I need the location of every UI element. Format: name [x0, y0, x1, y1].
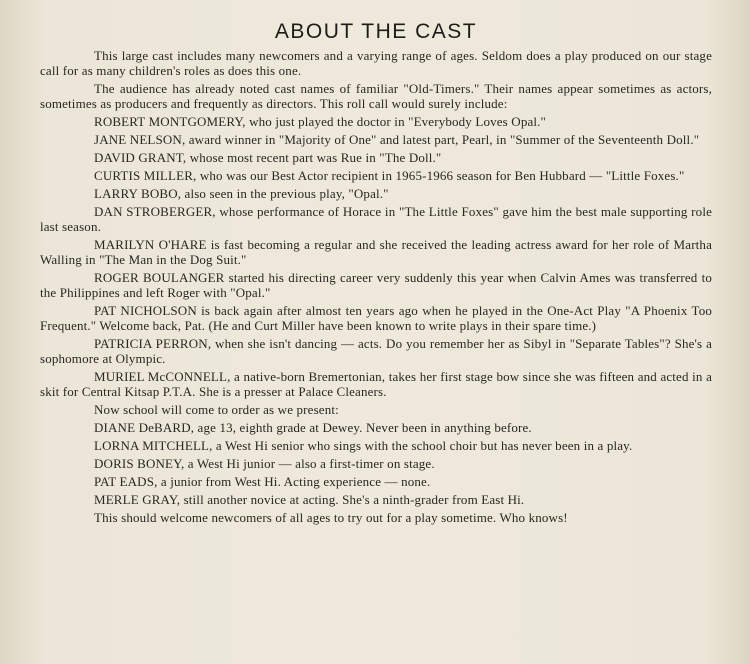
paragraph-cast-entry: JANE NELSON, award winner in "Majority of One" and latest part, Pearl, in "Summer of the Seventeenth Doll." — [94, 132, 700, 147]
paragraph-cast-entry: MERLE GRAY, still another novice at acting. She's a ninth-grader from East Hi. — [94, 492, 525, 507]
paragraph-cast-entry: MARILYN O'HARE is fast becoming a regular and she received the leading actress award for her role of Martha Walling in "The Man in the Dog Suit." — [40, 237, 712, 267]
paragraph-cast-entry: LORNA MITCHELL, a West Hi senior who sings with the school choir but has never been in a play. — [94, 438, 633, 453]
paragraph-cast-entry: ROGER BOULANGER started his directing career very suddenly this year when Calvin Ames was transferred to the Philippines and left Roger with "Opal." — [40, 270, 712, 300]
paragraph-cast-entry: CURTIS MILLER, who was our Best Actor recipient in 1965-1966 season for Ben Hubbard — "Little Foxes." — [94, 168, 685, 183]
article — [40, 20, 712, 528]
paragraph-old-timers: The audience has already noted cast names of familiar "Old-Timers." Their names appear sometimes as actors, sometimes as producers and frequently as directors. This roll call would surely include: — [40, 81, 712, 111]
paragraph-school-intro: Now school will come to order as we present: — [94, 402, 339, 417]
paragraph-cast-entry: PAT EADS, a junior from West Hi. Acting experience — none. — [94, 474, 431, 489]
paragraph-cast-entry: MURIEL McCONNELL, a native-born Bremertonian, takes her first stage bow since she was fifteen and acted in a skit for Central Kitsap P.T.A. She is a presser at Palace Cleaners. — [40, 369, 712, 399]
paragraph-cast-entry: DORIS BONEY, a West Hi junior — also a first-timer on stage. — [94, 456, 435, 471]
paragraph-cast-entry: PATRICIA PERRON, when she isn't dancing — acts. Do you remember her as Sibyl in "Separate Tables"? She's a sophomore at Olympic. — [40, 336, 712, 366]
paragraph-cast-entry: DIANE DeBARD, age 13, eighth grade at Dewey. Never been in anything before. — [94, 420, 532, 435]
paragraph-closing: This should welcome newcomers of all ages to try out for a play sometime. Who knows! — [94, 510, 568, 525]
paragraph-cast-entry: DAVID GRANT, whose most recent part was Rue in "The Doll." — [94, 150, 442, 165]
paragraph-cast-entry: DAN STROBERGER, whose performance of Horace in "The Little Foxes" gave him the best male supporting role last season. — [40, 204, 712, 234]
paragraph-cast-entry: PAT NICHOLSON is back again after almost ten years ago when he played in the One-Act Play "A Phoenix Too Frequent." Welcome back, Pat. (He and Curt Miller have been known to write plays in their spare time.) — [40, 303, 712, 333]
paragraph-cast-entry: LARRY BOBO, also seen in the previous play, "Opal." — [94, 186, 389, 201]
paragraph-intro: This large cast includes many newcomers and a varying range of ages. Seldom does a play produced on our stage call for as many children's roles as does this one. — [40, 48, 712, 78]
paragraph-cast-entry: ROBERT MONTGOMERY, who just played the doctor in "Everybody Loves Opal." — [94, 114, 547, 129]
page-title: ABOUT THE CAST — [274, 20, 478, 43]
